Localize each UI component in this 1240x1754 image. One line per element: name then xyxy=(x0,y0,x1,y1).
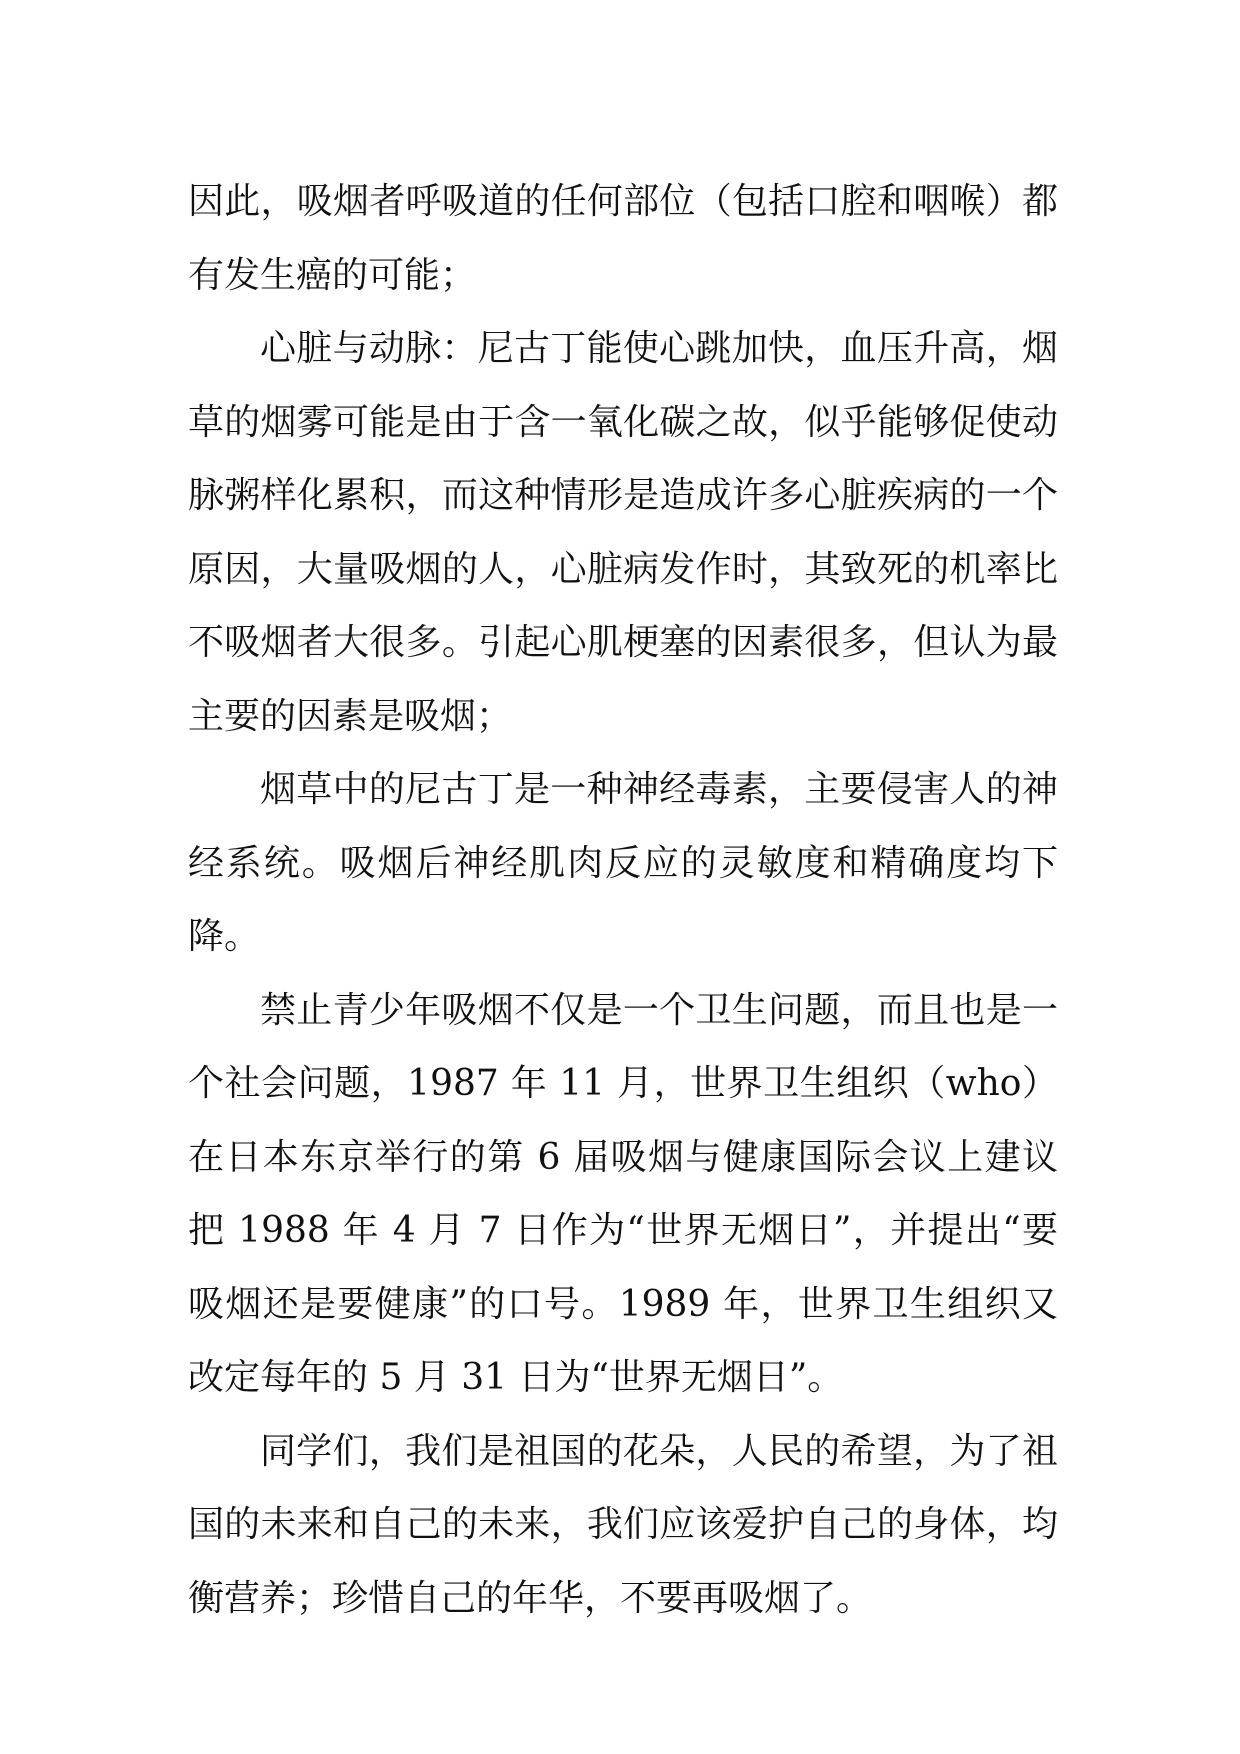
paragraph-appeal-to-students: 同学们，我们是祖国的花朵，人民的希望，为了祖国的未来和自己的未来，我们应该爱护自己的身体，均衡营养；珍惜自己的年华，不要再吸烟了。 xyxy=(188,1430,1058,1619)
paragraph-respiratory-cancer: 因此，吸烟者呼吸道的任何部位（包括口腔和咽喉）都有发生癌的可能； xyxy=(188,181,1058,296)
paragraph-world-no-tobacco-day: 禁止青少年吸烟不仅是一个卫生问题，而且也是一个社会问题，1987 年 11 月，世界卫生组织（who）在日本东京举行的第 6 届吸烟与健康国际会议上建议把 1988 年 4 月 7 日作为“世界无烟日”，并提出“要吸烟还是要健康”的口号。1989 年，世界卫生组织又改定每年的 5 月 31 日为“世界无烟日”。 xyxy=(188,989,1058,1398)
document-body xyxy=(188,165,1058,1635)
paragraph-heart-arteries: 心脏与动脉：尼古丁能使心跳加快，血压升高，烟草的烟雾可能是由于含一氧化碳之故，似乎能够促使动脉粥样化累积，而这种情形是造成许多心脏疾病的一个原因，大量吸烟的人，心脏病发作时，其致死的机率比不吸烟者大很多。引起心肌梗塞的因素很多，但认为最主要的因素是吸烟； xyxy=(188,328,1058,737)
paragraph-nicotine-nervous-system: 烟草中的尼古丁是一种神经毒素，主要侵害人的神经系统。吸烟后神经肌肉反应的灵敏度和精确度均下降。 xyxy=(188,769,1058,957)
